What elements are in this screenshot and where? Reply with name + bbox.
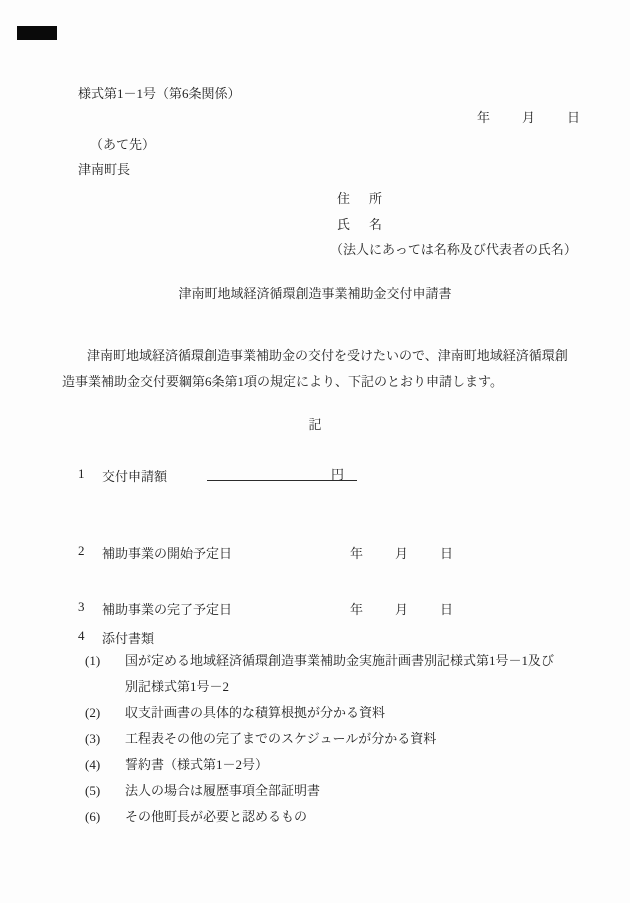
- applicant-name-label: 氏 名: [337, 217, 386, 232]
- date-blank-line: 年 月 日: [477, 110, 583, 125]
- amount-unit: 円: [330, 467, 344, 482]
- date-blank-fields: 年 月 日: [350, 546, 456, 561]
- item-label: 補助事業の完了予定日: [102, 602, 233, 617]
- addressee-label: （あて先）: [90, 137, 156, 152]
- attachments-list: [85, 648, 585, 830]
- body-paragraph: 津南町地域経済循環創造事業補助金の交付を受けたいので、津南町地域経済循環創造事業補助金交付要綱第6条第1項の規定により、下記のとおり申請します。: [62, 348, 568, 389]
- attachment-number: (3): [85, 731, 101, 746]
- attachment-number: (6): [85, 809, 101, 824]
- attachment-text: その他町長が必要と認めるもの: [125, 809, 308, 824]
- attachment-text: 法人の場合は履歴事項全部証明書: [125, 783, 321, 798]
- applicant-address-label: 住 所: [337, 191, 386, 206]
- corner-scan-mark: [17, 26, 57, 40]
- item-start-date: [0, 543, 630, 563]
- addressee-name: 津南町長: [78, 162, 131, 177]
- item-completion-date: [0, 599, 630, 619]
- attachment-item: [85, 752, 585, 778]
- date-blank-fields: 年 月 日: [350, 602, 456, 617]
- attachment-text: 工程表その他の完了までのスケジュールが分かる資料: [125, 731, 437, 746]
- item-label: 補助事業の開始予定日: [102, 546, 233, 561]
- attachment-item: [85, 700, 585, 726]
- attachment-number: (1): [85, 653, 101, 668]
- item-label: 添付書類: [102, 631, 155, 646]
- attachment-number: (4): [85, 757, 101, 772]
- item-number: 4: [78, 628, 85, 643]
- item-number: 2: [78, 543, 85, 558]
- item-number: 3: [78, 599, 85, 614]
- attachment-number: (5): [85, 783, 101, 798]
- attachment-item: [85, 804, 585, 830]
- attachment-item: [85, 648, 585, 700]
- attachment-number: (2): [85, 705, 101, 720]
- item-label: 交付申請額: [102, 469, 168, 484]
- record-marker: 記: [308, 417, 322, 432]
- item-attachments-heading: [0, 628, 630, 648]
- corporation-note: （法人にあっては名称及び代表者の氏名）: [330, 242, 577, 257]
- amount-fill-in-line: [207, 464, 357, 481]
- attachment-text: 国が定める地域経済循環創造事業補助金実施計画書別記様式第1号－1及び別記様式第1号－2: [125, 653, 555, 694]
- form-number: 様式第1－1号（第6条関係）: [78, 86, 241, 101]
- attachment-item: [85, 778, 585, 804]
- item-grant-amount: [0, 466, 630, 486]
- attachment-text: 誓約書（様式第1－2号）: [125, 757, 269, 772]
- attachment-item: [85, 726, 585, 752]
- attachment-text: 収支計画書の具体的な積算根拠が分かる資料: [125, 705, 386, 720]
- document-title: 津南町地域経済循環創造事業補助金交付申請書: [178, 286, 452, 301]
- item-number: 1: [78, 466, 85, 481]
